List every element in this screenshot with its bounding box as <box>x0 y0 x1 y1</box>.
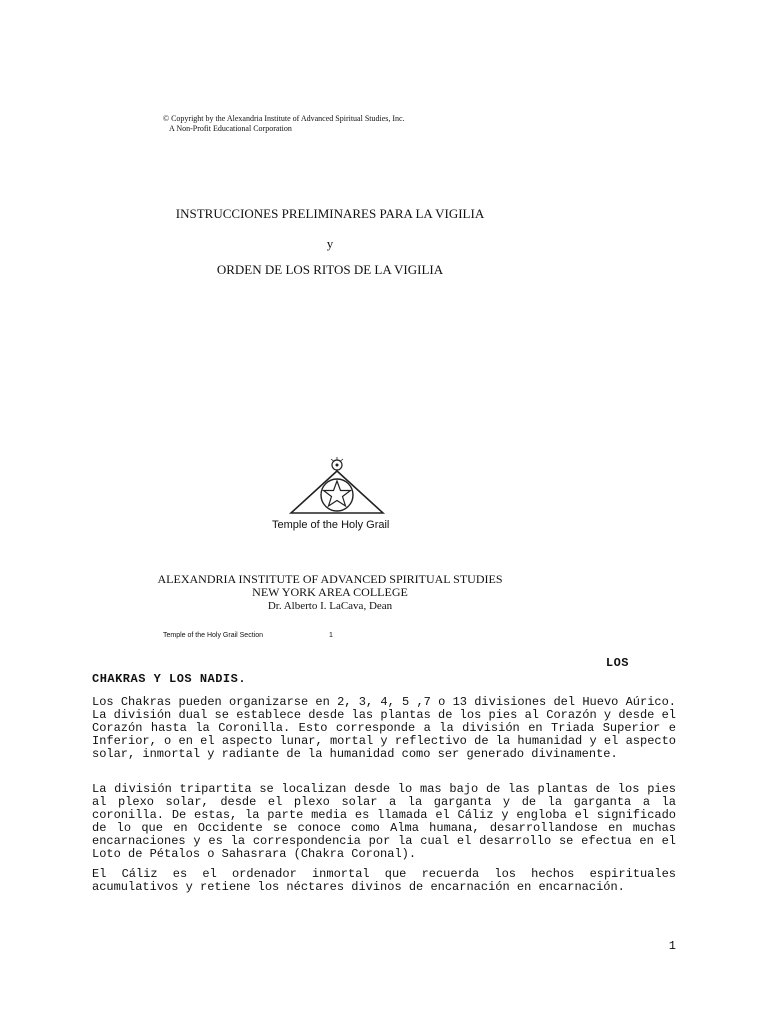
cover-footer-number: 1 <box>329 632 333 639</box>
title-conjunction: y <box>326 236 334 251</box>
paragraph: La división tripartita se localizan desde lo mas bajo de las plantas de los pies al plexo solar, desde el plexo solar a la garganta y de la garganta a la coronilla. De estas, la parte media es llamada el Cáliz y engloba el significado de lo que en Occidente se conoce como Alma humana, desarrollandose en muchas encarnaciones y es la correspondencia por la cual el desarrollo se efectua en el Loto de Pétalos o Sahasrara (Chakra Coronal). <box>92 782 676 861</box>
section-heading-prefix: LOS <box>605 656 629 670</box>
section-heading: CHAKRAS Y LOS NADIS. <box>92 672 247 686</box>
institution-college: NEW YORK AREA COLLEGE <box>252 585 408 599</box>
copyright-line: © Copyright by the Alexandria Institute of Advanced Spiritual Studies, Inc. <box>163 114 405 123</box>
cover-footer-section: Temple of the Holy Grail Section <box>163 632 263 639</box>
paragraph: Los Chakras pueden organizarse en 2, 3, 4, 5 ,7 o 13 divisiones del Huevo Aúrico. La división dual se establece desde las plantas de los pies al Corazón y desde el Corazón hasta la Coronilla. Esto corresponde a la división en Triada Superior e Inferior, o en el aspecto lunar, mortal y reflectivo de la humanidad y el aspecto solar, inmortal y radiante de la humanidad como ser generado divinamente. <box>92 695 676 761</box>
copyright-subline: A Non-Profit Educational Corporation <box>169 124 292 133</box>
document-title: INSTRUCCIONES PRELIMINARES PARA LA VIGILIA <box>175 206 485 221</box>
page-number: 1 <box>668 939 676 953</box>
document-subtitle: ORDEN DE LOS RITOS DE LA VIGILIA <box>216 262 444 277</box>
logo-caption: Temple of the Holy Grail <box>272 519 390 531</box>
institution-name: ALEXANDRIA INSTITUTE OF ADVANCED SPIRITUAL STUDIES <box>157 572 503 586</box>
institution-dean: Dr. Alberto I. LaCava, Dean <box>267 600 393 612</box>
paragraph: El Cáliz es el ordenador inmortal que recuerda los hechos espirituales acumulativos y retiene los néctares divinos de encarnación en encarnación. <box>92 867 676 894</box>
triangle-eye-star-icon <box>287 455 387 517</box>
